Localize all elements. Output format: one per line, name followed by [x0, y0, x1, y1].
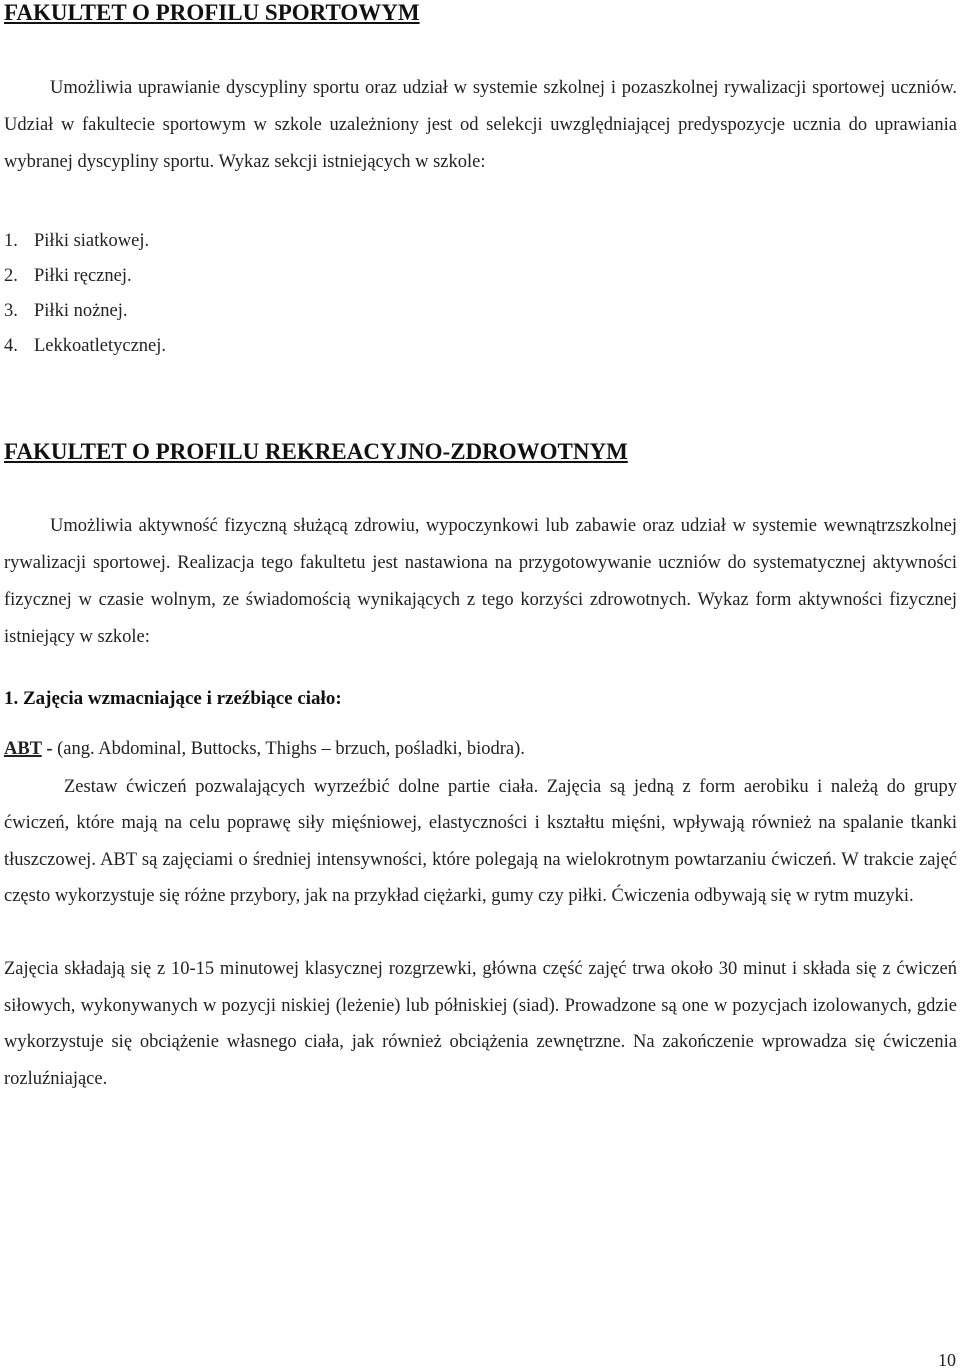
list-item: 4. Lekkoatletycznej.: [4, 336, 167, 356]
abt-definition: ABT - (ang. Abdominal, Buttocks, Thighs – brzuch, pośladki, biodra).: [4, 739, 525, 759]
page-number: 10: [938, 1350, 956, 1370]
abt-description-paragraph: Zestaw ćwiczeń pozwalających wyrzeźbić dolne partie ciała. Zajęcia są jedną z form aerobiku i należą do grupy ćwiczeń, które mają na celu poprawę siły mięśniowej, elastyczności i kształtu mięśni, wpływają również na spalanie tkanki tłuszczowej. ABT są zajęciami o średniej intensywności, które polegają na wielokrotnym powtarzaniu ćwiczeń. W trakcie zajęć często wykorzystuje się różne przybory, jak na przykład ciężarki, gumy czy piłki. Ćwiczenia odbywają się w rytm muzyki.: [4, 777, 957, 906]
list-item: 1. Piłki siatkowej.: [4, 231, 150, 251]
section-heading-recreation: FAKULTET O PROFILU REKREACYJNO-ZDROWOTNYM: [4, 439, 628, 464]
activity-subheading: 1. Zajęcia wzmacniające i rzeźbiące ciało:: [4, 688, 342, 709]
abt-acronym: ABT: [4, 739, 42, 759]
list-item: 2. Piłki ręcznej.: [4, 266, 132, 286]
list-item: 3. Piłki nożnej.: [4, 301, 128, 321]
sport-intro-paragraph: Umożliwia uprawianie dyscypliny sportu oraz udział w systemie szkolnej i pozaszkolnej rywalizacji sportowej uczniów. Udział w fakultecie sportowym w szkole uzależniony jest od selekcji uwzględniającej predyspozycje ucznia do uprawiania wybranej dyscypliny sportu. Wykaz sekcji istniejących w szkole:: [4, 78, 957, 172]
abt-expansion: (ang. Abdominal, Buttocks, Thighs – brzuch, pośladki, biodra).: [57, 739, 525, 759]
sport-sections-list: [4, 224, 166, 364]
recreation-intro-paragraph: Umożliwia aktywność fizyczną służącą zdrowiu, wypoczynkowi lub zabawie oraz udział w systemie wewnątrzszkolnej rywalizacji sportowej. Realizacja tego fakultetu jest nastawiona na przygotowywanie uczniów do systematycznej aktywności fizycznej w czasie wolnym, ze świadomością wynikających z tego korzyści zdrowotnych. Wykaz form aktywności fizycznej istniejący w szkole:: [4, 516, 957, 647]
section-heading-sport: FAKULTET O PROFILU SPORTOWYM: [4, 0, 420, 25]
abt-structure-paragraph: Zajęcia składają się z 10-15 minutowej klasycznej rozgrzewki, główna część zajęć trwa około 30 minut i składa się z ćwiczeń siłowych, wykonywanych w pozycji niskiej (leżenie) lub półniskiej (siad). Prowadzone są one w pozycjach izolowanych, gdzie wykorzystuje się obciążenie własnego ciała, jak również obciążenia zewnętrzne. Na zakończenie wprowadza się ćwiczenia rozluźniające.: [4, 959, 957, 1089]
